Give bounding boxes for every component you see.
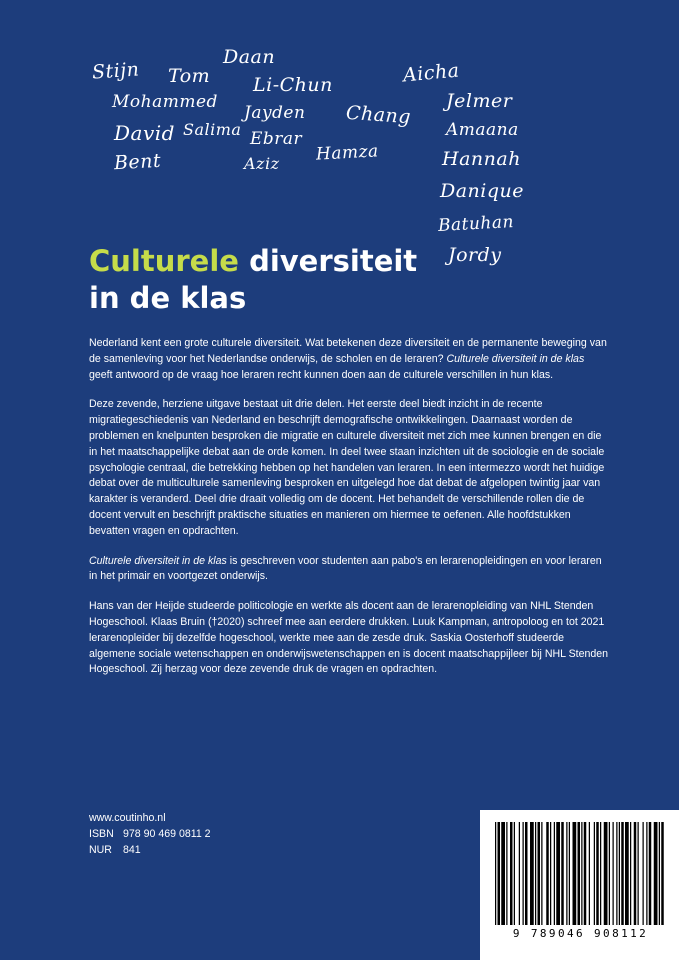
barcode-bar [578,822,581,925]
paragraph-intro-text-a: Nederland kent een grote culturele diversiteit. Wat betekenen deze diversiteit en de permanente beweging van de samenleving voor het Nederlandse onderwijs, de scholen en de leraren? [89,337,607,365]
paragraph-intro-title-ref: Culturele diversiteit in de klas [446,352,585,365]
barcode-bar [600,822,601,925]
barcode-bar [581,822,582,925]
name-stijn: Stijn [91,58,141,84]
barcode-bar [596,822,599,925]
name-chang: Chang [345,101,412,129]
barcode-bar [541,822,542,925]
blurb [89,336,609,692]
paragraph-audience [89,554,609,586]
paragraph-audience-title-ref: Culturele diversiteit in de klas [89,554,227,567]
name-li-chun: Li-Chun [253,74,333,96]
barcode-bar [535,822,536,925]
name-bent: Bent [113,149,162,175]
barcode-bar [613,822,614,925]
name-david: David [114,121,175,145]
nur-label: NUR [89,843,112,856]
title-accent-word: Culturele [89,244,239,278]
barcode-bar [630,822,631,925]
name-mohammed: Mohammed [112,92,218,112]
barcode-number: 9 789046 908112 [512,927,649,940]
name-hannah: Hannah [442,148,521,170]
nur-row [89,843,211,859]
name-salima: Salima [183,120,242,139]
barcode-bar [501,822,505,925]
name-amaana: Amaana [446,120,519,140]
name-daan: Daan [223,46,276,68]
barcode-bar [661,822,664,925]
barcode-bar [589,822,590,925]
paragraph-authors: Hans van der Heijde studeerde politicologie en werkte als docent aan de lerarenopleiding van NHL Stenden Hogeschool. Klaas Bruin (†2020) schreef mee aan eerdere drukken. Luuk Kampman, antropoloog en tot 2021 lerarenopleider bij dezelfde hogeschool, werkte mee aan de zesde druk. Saskia Oosterhoff studeerde algemene sociale wetenschappen en onderwijswetenschappen en is docent maatschappijleer bij NHL Stenden Hogeschool. Zij herzag voor deze zevende druk de vragen en opdrachten. [89,600,609,676]
paragraph-audience-text: is geschreven voor studenten aan pabo's en lerarenopleidingen en voor leraren in het primair en voortgezet onderwijs. [89,554,602,583]
barcode-bar [621,822,624,925]
barcode-bars-icon [493,822,666,927]
barcode-bar [566,822,567,925]
name-danique: Danique [440,180,525,202]
name-aziz: Aziz [244,154,280,173]
barcode-bar [634,822,637,925]
name-batuhan: Batuhan [437,212,515,236]
barcode-bar [498,822,501,925]
barcode-bar [523,822,524,925]
barcode-bar [646,822,647,925]
barcode-bar [525,822,528,925]
barcode-bar [625,822,629,925]
barcode-bar [573,822,577,925]
book-title [89,243,417,317]
barcode-bar [519,822,520,925]
barcode-bar [510,822,513,925]
isbn-row [89,827,211,843]
name-tom: Tom [168,65,211,87]
barcode-bar [594,822,595,925]
barcode-bar [561,822,564,925]
barcode-bar [654,822,658,925]
barcode [480,810,679,960]
isbn-label: ISBN [89,827,114,840]
barcode-bar [619,822,620,925]
name-aicha: Aicha [402,59,461,87]
title-rest: diversiteit [238,244,418,278]
paragraph-intro [89,336,609,383]
isbn-value: 978 90 469 0811 2 [123,827,211,840]
barcode-bar [550,822,551,925]
name-ebrar: Ebrar [250,129,303,149]
name-jayden: Jayden [244,103,306,123]
barcode-bar [649,822,652,925]
barcode-bar [530,822,534,925]
barcode-bar [584,822,587,925]
paragraph-intro-text-b: geeft antwoord op de vraag hoe leraren recht kunnen doen aan de culturele verschillen in hun klas. [89,368,554,381]
barcode-bar [506,822,507,925]
barcode-bar [556,822,560,925]
barcode-bar [495,822,496,925]
website-link[interactable]: www.coutinho.nl [89,812,166,824]
barcode-bar [569,822,570,925]
barcode-bar [609,822,610,925]
barcode-bar [643,822,644,925]
barcode-bar [638,822,639,925]
title-line-1 [89,243,417,280]
barcode-bar [546,822,549,925]
title-line-2: in de klas [89,281,247,315]
name-jelmer: Jelmer [446,90,513,112]
barcode-bar [604,822,608,925]
barcode-bar [538,822,541,925]
name-hamza: Hamza [315,141,380,165]
barcode-bar [554,822,555,925]
name-jordy: Jordy [448,244,502,266]
barcode-bar [616,822,617,925]
barcode-bar [659,822,660,925]
publication-info [89,811,211,858]
barcode-bar [514,822,515,925]
paragraph-contents: Deze zevende, herziene uitgave bestaat uit drie delen. Het eerste deel biedt inzicht in de recente migratiegeschiedenis van Nederland en beschrijft demografische ontwikkelingen. Daarnaast worden de problemen en knelpunten besproken die migratie en culturele diversiteit met zich mee kunnen brengen en die in het maatschappelijke debat aan de orde komen. In deel twee staan inzichten uit de sociologie en de sociale psychologie centraal, die betrekking hebben op het handelen van leraren. In een intermezzo wordt het huidige debat over de multiculturele samenleving besproken en uitgelegd hoe dat debat de afgelopen twintig jaar van karakter is veranderd. Deel drie draait volledig om de docent. Het behandelt de verschillende rollen die de docent vervult en beschrijft praktische situaties en manieren om hiermee te oefenen. Alle hoofdstukken bevatten vragen en opdrachten. [89,398,605,537]
nur-value: 841 [123,843,141,856]
